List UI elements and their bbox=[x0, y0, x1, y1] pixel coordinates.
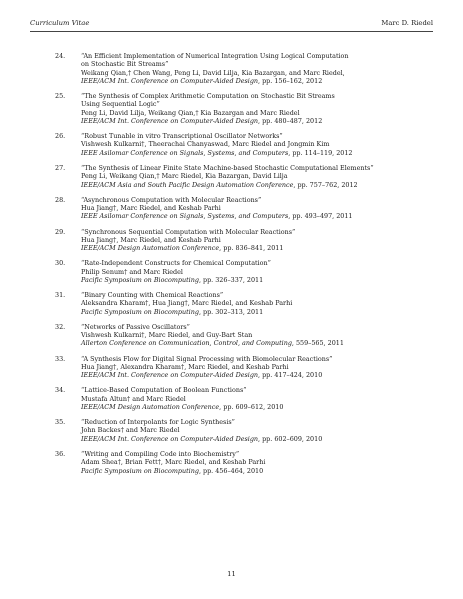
page-number: 11 bbox=[227, 570, 236, 578]
entry-pages: , pp. 456–464, 2010 bbox=[198, 466, 264, 475]
entry-venue-line bbox=[81, 212, 435, 220]
entry-pages: , pp. 302–313, 2011 bbox=[198, 307, 264, 316]
entry-venue-line bbox=[81, 403, 435, 411]
entry-number: 34. bbox=[55, 386, 66, 395]
entry-venue: Allerton Conference on Communication, Control, and Computing bbox=[81, 339, 292, 348]
header-rule bbox=[30, 31, 433, 32]
entry-venue-line bbox=[81, 339, 435, 347]
entry-venue: IEEE Asilomar Conference on Signals, Systems, and Computers bbox=[81, 212, 289, 221]
entry-number: 26. bbox=[55, 132, 66, 141]
entry-venue-line bbox=[81, 276, 435, 284]
entry-number: 35. bbox=[55, 418, 66, 427]
entry-pages: , pp. 757–762, 2012 bbox=[293, 180, 358, 189]
page-header bbox=[30, 16, 433, 30]
entry-title: Using Sequential Logic” bbox=[81, 100, 160, 109]
entry-number: 30. bbox=[55, 259, 66, 268]
entry-venue: Pacific Symposium on Biocomputing bbox=[81, 275, 199, 284]
entry-title: “Robust Tunable in vitro Transcriptional Oscillator Networks” bbox=[81, 132, 283, 141]
entry-venue: IEEE Asilomar Conference on Signals, Systems, and Computers bbox=[81, 148, 289, 157]
entry-title: “Binary Counting with Chemical Reactions” bbox=[81, 291, 224, 300]
entry-authors: John Backes† and Marc Riedel bbox=[81, 426, 180, 435]
entry-number: 29. bbox=[55, 227, 66, 236]
entry-venue: IEEE/ACM Int. Conference on Computer-Aided Design bbox=[81, 116, 259, 125]
publication-entry bbox=[55, 418, 435, 443]
entry-venue: Pacific Symposium on Biocomputing bbox=[81, 466, 199, 475]
entry-venue-line bbox=[81, 467, 435, 475]
entry-number: 33. bbox=[55, 354, 66, 363]
entry-pages: , pp. 602–609, 2010 bbox=[258, 434, 323, 443]
entry-pages: , pp. 156–162, 2012 bbox=[258, 76, 323, 85]
publication-entry bbox=[55, 291, 435, 316]
entry-venue-line bbox=[81, 149, 435, 157]
entry-venue-line bbox=[81, 117, 435, 125]
publication-entry bbox=[55, 164, 435, 189]
entry-venue: IEEE/ACM Int. Conference on Computer-Aided Design bbox=[81, 76, 259, 85]
publication-entry bbox=[55, 52, 435, 85]
entry-title: “Writing and Compiling Code into Biochemistry” bbox=[81, 449, 240, 458]
entry-title: on Stochastic Bit Streams” bbox=[81, 60, 169, 69]
entry-pages: , pp. 114–119, 2012 bbox=[288, 148, 353, 157]
entry-number: 27. bbox=[55, 163, 66, 172]
entry-pages: , pp. 480–487, 2012 bbox=[258, 116, 323, 125]
entry-number: 32. bbox=[55, 322, 66, 331]
entry-title: “An Efficient Implementation of Numerical Integration Using Logical Computation bbox=[81, 52, 349, 60]
entry-number: 31. bbox=[55, 291, 66, 300]
entry-authors: Peng Li, Weikang Qian,† Marc Riedel, Kia Bazargan, David Lilja bbox=[81, 172, 288, 181]
entry-number: 25. bbox=[55, 92, 66, 101]
entry-venue-line bbox=[81, 308, 435, 316]
publication-entry bbox=[55, 196, 435, 221]
entry-authors: Mustafa Altun† and Marc Riedel bbox=[81, 394, 186, 403]
entry-authors: Vishwesh Kulkarni†, Theerachai Chanyaswad, Marc Riedel and Jongmin Kim bbox=[81, 140, 330, 149]
entry-title: “Reduction of Interpolants for Logic Synthesis” bbox=[81, 418, 235, 427]
entry-title: “Asynchronous Computation with Molecular Reactions” bbox=[81, 195, 262, 204]
entry-pages: , pp. 609–612, 2010 bbox=[219, 403, 284, 411]
publication-entry bbox=[55, 228, 435, 253]
entry-venue: IEEE/ACM Design Automation Conference bbox=[81, 403, 220, 411]
header-author: Marc D. Riedel bbox=[381, 19, 433, 27]
publication-entry bbox=[55, 355, 435, 380]
entry-title: “Networks of Passive Oscillators” bbox=[81, 322, 190, 331]
entry-pages: , pp. 417–424, 2010 bbox=[258, 371, 323, 380]
entry-number: 36. bbox=[55, 449, 66, 458]
entry-title: “A Synthesis Flow for Digital Signal Processing with Biomolecular Reactions” bbox=[81, 354, 333, 363]
publication-entry bbox=[55, 132, 435, 157]
entry-number: 28. bbox=[55, 195, 66, 204]
entry-authors: Philip Senum† and Marc Riedel bbox=[81, 267, 183, 276]
entry-venue-line bbox=[81, 181, 435, 189]
entry-venue-line bbox=[81, 244, 435, 252]
entry-title: “The Synthesis of Linear Finite State Machine-based Stochastic Computational Elements” bbox=[81, 163, 374, 172]
entry-venue: IEEE/ACM Asia and South Pacific Design Automation Conference bbox=[81, 180, 294, 189]
entry-title: “Rate-Independent Constructs for Chemical Computation” bbox=[81, 259, 271, 268]
publication-entry bbox=[55, 259, 435, 284]
entry-authors: Hua Jiang†, Marc Riedel, and Keshab Parhi bbox=[81, 204, 221, 213]
entry-authors: Weikang Qian,† Chen Wang, Peng Li, David Lilja, Kia Bazargan, and Marc Riedel, bbox=[81, 68, 345, 77]
entry-title: “The Synthesis of Complex Arithmetic Computation on Stochastic Bit Streams bbox=[81, 92, 335, 101]
publication-list bbox=[55, 52, 435, 482]
entry-venue-line bbox=[81, 77, 435, 85]
entry-number: 24. bbox=[55, 52, 66, 60]
entry-authors: Peng Li, David Lilja, Weikang Qian,† Kia Bazargan and Marc Riedel bbox=[81, 108, 300, 117]
entry-title: “Lattice-Based Computation of Boolean Functions” bbox=[81, 386, 247, 395]
entry-authors: Adam Shea†, Brian Fett†, Marc Riedel, and Keshab Parhi bbox=[81, 458, 266, 467]
entry-authors: Hua Jiang†, Alexandra Kharam†, Marc Riedel, and Keshab Parhi bbox=[81, 362, 289, 371]
publication-entry bbox=[55, 386, 435, 411]
entry-venue: IEEE/ACM Design Automation Conference bbox=[81, 244, 220, 253]
entry-authors: Hua Jiang†, Marc Riedel, and Keshab Parhi bbox=[81, 235, 221, 244]
entry-pages: , pp. 493–497, 2011 bbox=[288, 212, 353, 221]
entry-venue: IEEE/ACM Int. Conference on Computer-Aided Design bbox=[81, 371, 259, 380]
header-title: Curriculum Vitae bbox=[30, 19, 90, 27]
publication-entry bbox=[55, 92, 435, 125]
entry-pages: , 559–565, 2011 bbox=[291, 339, 344, 348]
publication-entry bbox=[55, 323, 435, 348]
entry-venue-line bbox=[81, 435, 435, 443]
publication-entry bbox=[55, 450, 435, 475]
entry-pages: , pp. 326–337, 2011 bbox=[198, 275, 264, 284]
entry-venue-line bbox=[81, 371, 435, 379]
entry-venue: Pacific Symposium on Biocomputing bbox=[81, 307, 199, 316]
entry-venue: IEEE/ACM Int. Conference on Computer-Aided Design bbox=[81, 434, 259, 443]
entry-authors: Aleksandra Kharam†, Hua Jiang†, Marc Riedel, and Keshab Parhi bbox=[81, 299, 293, 308]
entry-pages: , pp. 836–841, 2011 bbox=[219, 244, 284, 253]
entry-authors: Vishwesh Kulkarni†, Marc Riedel, and Guy-Bart Stan bbox=[81, 331, 253, 340]
entry-title: “Synchronous Sequential Computation with Molecular Reactions” bbox=[81, 227, 296, 236]
